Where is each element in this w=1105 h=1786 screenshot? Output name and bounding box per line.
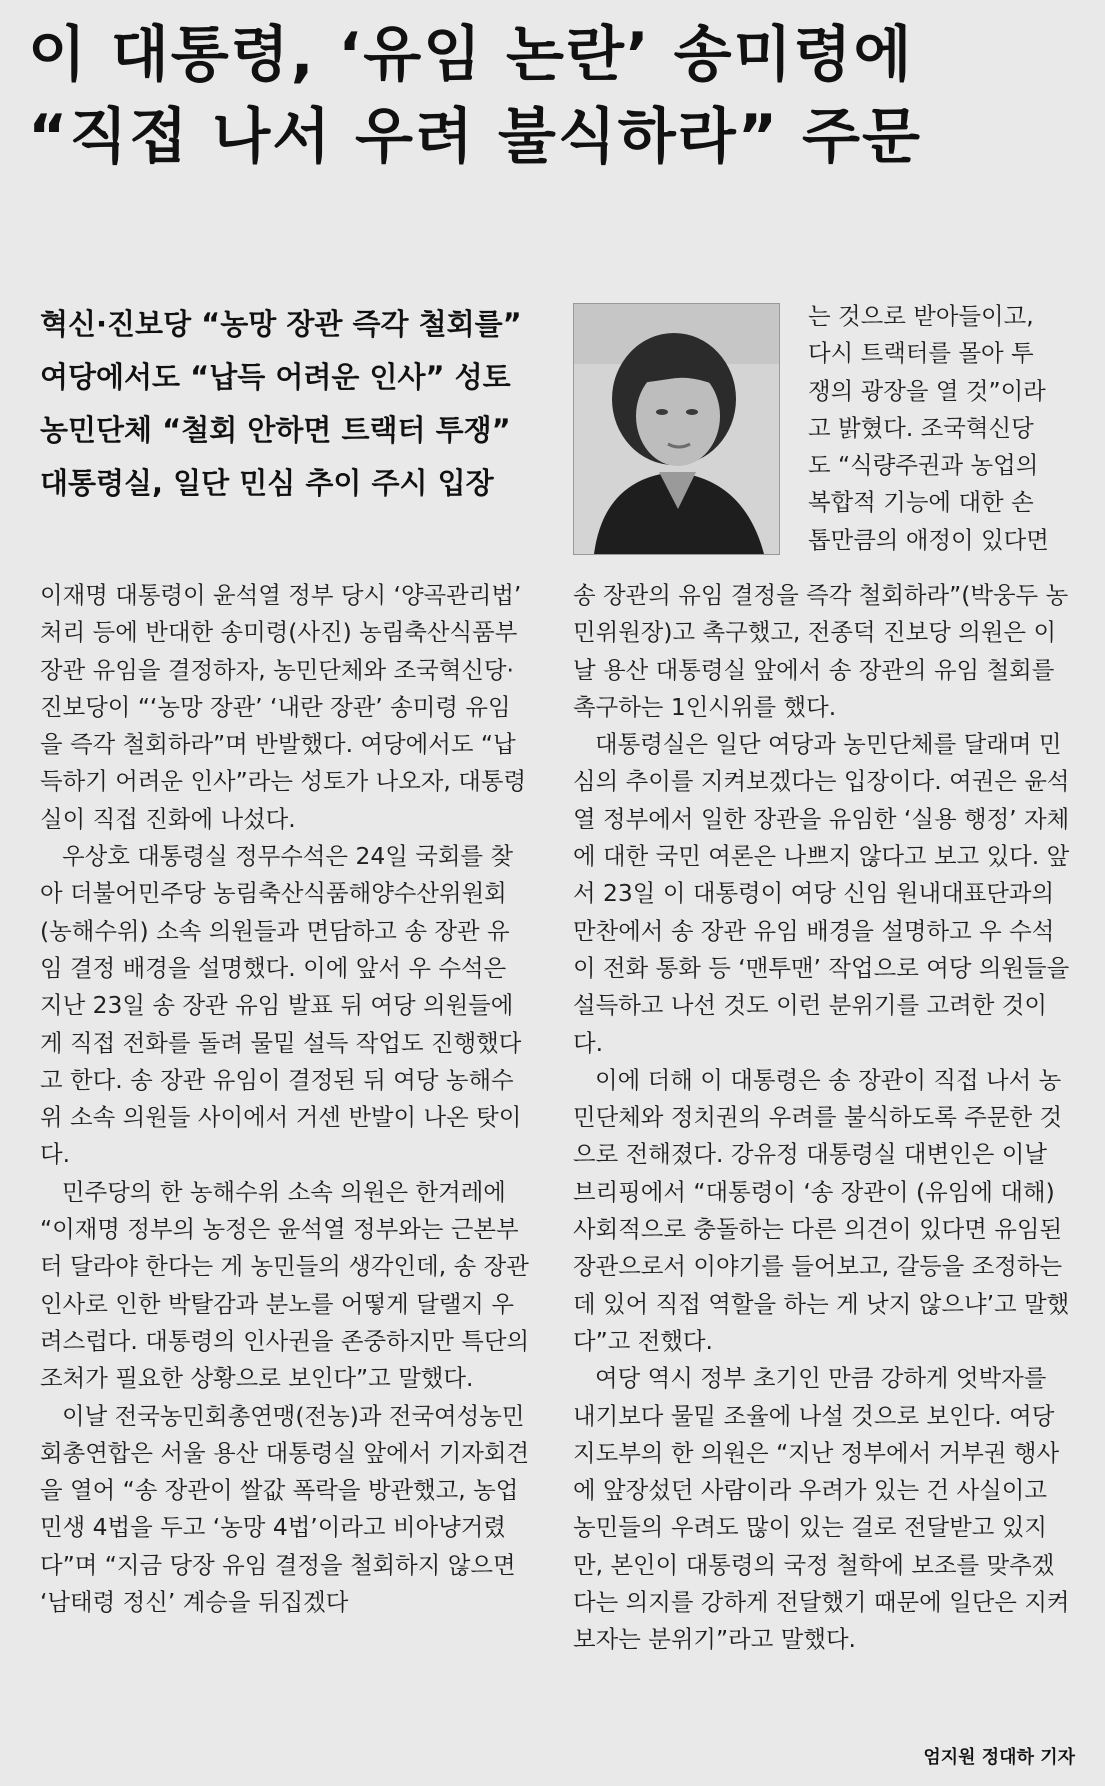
right-column	[573, 577, 1073, 1659]
headline-line-2: “직접 나서 우려 불식하라” 주문	[28, 102, 922, 172]
paragraph: 이재명 대통령이 윤석열 정부 당시 ‘양곡관리법’ 처리 등에 반대한 송미령(사진) 농림축산식품부 장관 유임을 결정하자, 농민단체와 조국혁신당·진보당이 “‘농망 장관’ ‘내란 장관’ 송미령 유임을 즉각 철회하라”며 반발했다. 여당에서도 “납득하기 어려운 인사”라는 성토가 나오자, 대통령실이 직접 진화에 나섰다.	[40, 581, 527, 833]
paragraph: 민주당의 한 농해수위 소속 의원은 한겨레에 “이재명 정부의 농정은 윤석열 정부와는 근본부터 달라야 한다는 게 농민들의 생각인데, 송 장관 인사로 인한 박탈감과 분노를 어떻게 달랠지 우려스럽다. 대통령의 인사권을 존중하지만 특단의 조처가 필요한 상황으로 보인다”고 말했다.	[40, 1177, 530, 1393]
subheadlines	[40, 298, 540, 510]
byline: 엄지원 정대하 기자	[923, 1747, 1075, 1768]
text-line: 쟁의 광장을 열 것”이라	[808, 376, 1046, 405]
paragraph: 대통령실은 일단 여당과 농민단체를 달래며 민심의 추이를 지켜보겠다는 입장이다. 여권은 윤석열 정부에서 일한 장관을 유임한 ‘실용 행정’ 자체에 대한 국민 여론은 나쁘지 않다고 보고 있다. 앞서 23일 이 대통령이 여당 신임 원내대표단과의 만찬에서 송 장관 유임 배경을 설명하고 우 수석이 전화 통화 등 ‘맨투맨’ 작업으로 여당 의원들을 설득하고 나선 것도 이런 분위기를 고려한 것이다.	[573, 730, 1070, 1057]
paragraph: 송 장관의 유임 결정을 즉각 철회하라”(박웅두 농민위원장)고 촉구했고, 전종덕 진보당 의원은 이날 용산 대통령실 앞에서 송 장관의 유임 철회를 촉구하는 1인시위를 했다.	[573, 581, 1069, 721]
subheadline: 농민단체 “철회 안하면 트랙터 투쟁”	[40, 413, 511, 447]
text-line: 도 “식량주권과 농업의	[808, 451, 1039, 480]
portrait-photo-illustration	[574, 304, 779, 554]
paragraph: 우상호 대통령실 정무수석은 24일 국회를 찾아 더불어민주당 농림축산식품해양수산위원회(농해수위) 소속 의원들과 면담하고 송 장관 유임 결정 배경을 설명했다. 이에 앞서 우 수석은 지난 23일 송 장관 유임 발표 뒤 여당 의원들에게 직접 전화를 돌려 물밑 설득 작업도 진행했다고 한다. 송 장관 유임이 결정된 뒤 여당 농해수위 소속 의원들 사이에서 거센 반발이 나온 탓이다.	[40, 842, 522, 1169]
text-line: 톱만큼의 애정이 있다면	[808, 525, 1049, 554]
headline	[28, 14, 1088, 178]
text-line: 복합적 기능에 대한 손	[808, 488, 1034, 517]
text-line: 다시 트랙터를 몰아 투	[808, 339, 1034, 368]
right-top-text	[808, 298, 1073, 559]
left-column	[40, 577, 530, 1621]
paragraph: 이에 더해 이 대통령은 송 장관이 직접 나서 농민단체와 정치권의 우려를 불식하도록 주문한 것으로 전해졌다. 강유정 대통령실 대변인은 이날 브리핑에서 “대통령이 ‘송 장관이 (유임에 대해) 사회적으로 충돌하는 다른 의견이 있다면 유임된 장관으로서 이야기를 들어보고, 갈등을 조정하는 데 있어 직접 역할을 하는 게 낫지 않으냐’고 말했다”고 전했다.	[573, 1065, 1070, 1355]
subheadline: 여당에서도 “납득 어려운 인사” 성토	[40, 360, 511, 394]
subheadline: 혁신·진보당 “농망 장관 즉각 철회를”	[40, 307, 522, 341]
text-line: 고 밝혔다. 조국혁신당	[808, 413, 1034, 442]
paragraph: 여당 역시 정부 초기인 만큼 강하게 엇박자를 내기보다 물밑 조율에 나설 것으로 보인다. 여당 지도부의 한 의원은 “지난 정부에서 거부권 행사에 앞장섰던 사람이라 우려가 있는 건 사실이고 농민들의 우려도 많이 있는 걸로 전달받고 있지만, 본인이 대통령의 국정 철학에 보조를 맞추겠다는 의지를 강하게 전달했기 때문에 일단은 지켜보자는 분위기”라고 말했다.	[573, 1364, 1070, 1654]
subheadline: 대통령실, 일단 민심 추이 주시 입장	[40, 466, 494, 500]
headline-line-1: 이 대통령, ‘유임 논란’ 송미령에	[28, 20, 914, 90]
paragraph: 이날 전국농민회총연맹(전농)과 전국여성농민회총연합은 서울 용산 대통령실 앞에서 기자회견을 열어 “송 장관이 쌀값 폭락을 방관했고, 농업 민생 4법을 두고 ‘농망 4법’이라고 비아냥거렸다”며 “지금 당장 유임 결정을 철회하지 않으면 ‘남태령 정신’ 계승을 뒤집겠다	[40, 1401, 530, 1617]
portrait-photo	[573, 303, 780, 555]
text-line: 는 것으로 받아들이고,	[808, 302, 1034, 330]
